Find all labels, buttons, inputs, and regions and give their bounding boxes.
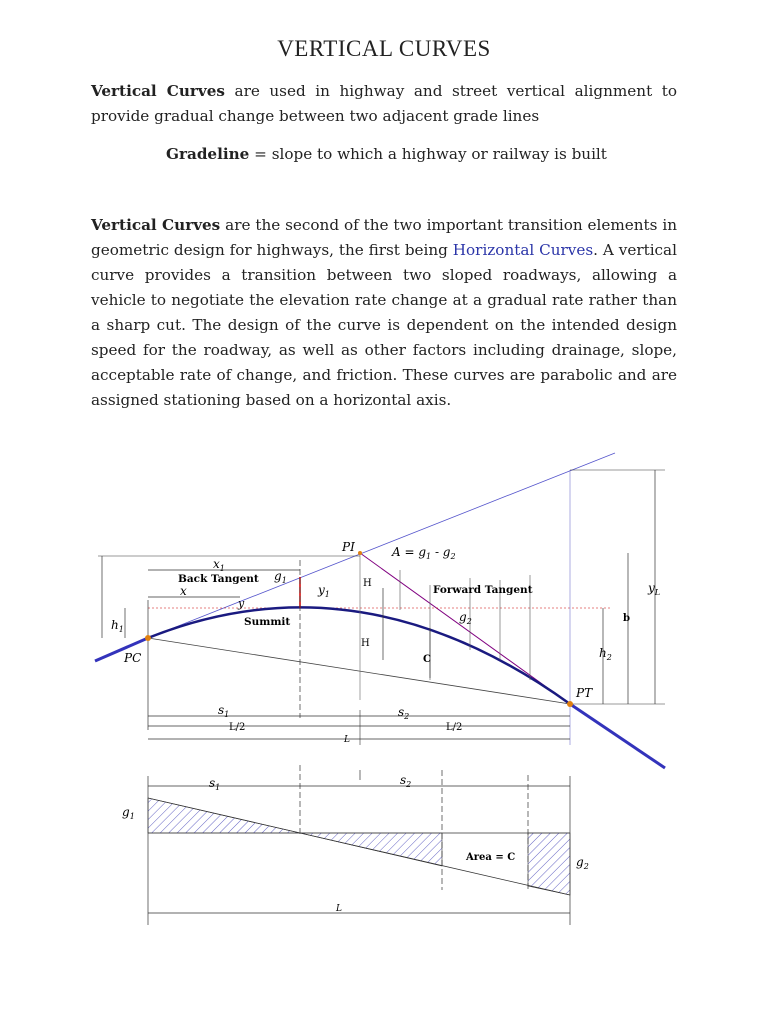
pt-label: PT bbox=[576, 686, 593, 700]
l-half-right-label: L/2 bbox=[446, 722, 463, 733]
lower-s1-label: $s_1$ bbox=[209, 776, 221, 792]
lower-s2-label: $s_2$ bbox=[400, 773, 412, 789]
h1-label: $h_1$ bbox=[111, 618, 124, 634]
l-half-left-label: L/2 bbox=[229, 722, 246, 733]
vertical-curve-diagram bbox=[0, 440, 768, 940]
body-term: Vertical Curves bbox=[91, 216, 221, 234]
a-equation: $A = g_1 - g_2$ bbox=[392, 545, 456, 561]
pt-point bbox=[567, 701, 573, 707]
back-tangent-line bbox=[148, 453, 615, 638]
grade-diagram-line bbox=[148, 798, 570, 895]
body-text-a: are the second of the two important transition elements in geometric design for highways, the first being bbox=[91, 216, 677, 259]
gradeline-text: = slope to which a highway or railway is built bbox=[249, 145, 607, 163]
area-c bbox=[528, 833, 570, 895]
area-c-label: Area = C bbox=[466, 852, 516, 863]
intro-text: are used in highway and street vertical alignment to provide gradual change between two adjacent grade lines bbox=[91, 82, 678, 125]
forward-tangent-label: Forward Tangent bbox=[433, 584, 533, 596]
g2-label: $g_2$ bbox=[459, 610, 472, 626]
pc-point bbox=[145, 635, 151, 641]
pi-point bbox=[358, 551, 362, 555]
lower-l-label: L bbox=[336, 904, 342, 914]
h2-label: $h_2$ bbox=[599, 646, 612, 662]
pc-label: PC bbox=[124, 651, 142, 665]
s1-label: $s_1$ bbox=[218, 703, 230, 719]
intro-paragraph bbox=[91, 79, 677, 129]
lower-g1-label: $g_1$ bbox=[122, 805, 135, 821]
pi-label: PI bbox=[342, 540, 355, 554]
intro-term: Vertical Curves bbox=[91, 82, 225, 100]
l-label: L bbox=[344, 735, 350, 745]
summit-label: Summit bbox=[244, 616, 291, 628]
chord-line bbox=[148, 638, 570, 704]
x-label: x bbox=[180, 584, 187, 598]
body-paragraph bbox=[91, 213, 677, 413]
h-upper-label: H bbox=[363, 578, 372, 589]
y1-label: $y_1$ bbox=[318, 583, 330, 599]
horizontal-curves-link[interactable]: Horizontal Curves bbox=[452, 241, 594, 259]
pt-extension bbox=[570, 704, 665, 768]
s2-label: $s_2$ bbox=[398, 705, 410, 721]
gradeline-term: Gradeline bbox=[166, 145, 250, 163]
lower-g2-label: $g_2$ bbox=[576, 855, 589, 871]
b-label: b bbox=[623, 613, 630, 624]
page-title: VERTICAL CURVES bbox=[277, 36, 491, 61]
c-label: C bbox=[423, 654, 431, 665]
back-tangent-label: Back Tangent bbox=[178, 573, 259, 585]
parabolic-curve bbox=[148, 607, 570, 704]
body-text-b: . A vertical curve provides a transition between two sloped roadways, allowing a vehicle to negotiate the elevation rate change at a gradual rate rather than a sharp cut. The design of the curve is dependent on the intended design speed for the roadway, as well as other factors including drainage, slope, acceptable rate of change, and friction. These curves are parabolic and are assigned stationing based on a horizontal axis. bbox=[91, 241, 677, 409]
h-lower-label: H bbox=[361, 638, 370, 649]
y-label: y bbox=[238, 597, 245, 610]
yl-label: $y_L$ bbox=[648, 581, 661, 597]
x1-label: $x_1$ bbox=[213, 557, 225, 573]
gradeline-definition bbox=[166, 142, 726, 167]
g1-label: $g_1$ bbox=[274, 569, 287, 585]
